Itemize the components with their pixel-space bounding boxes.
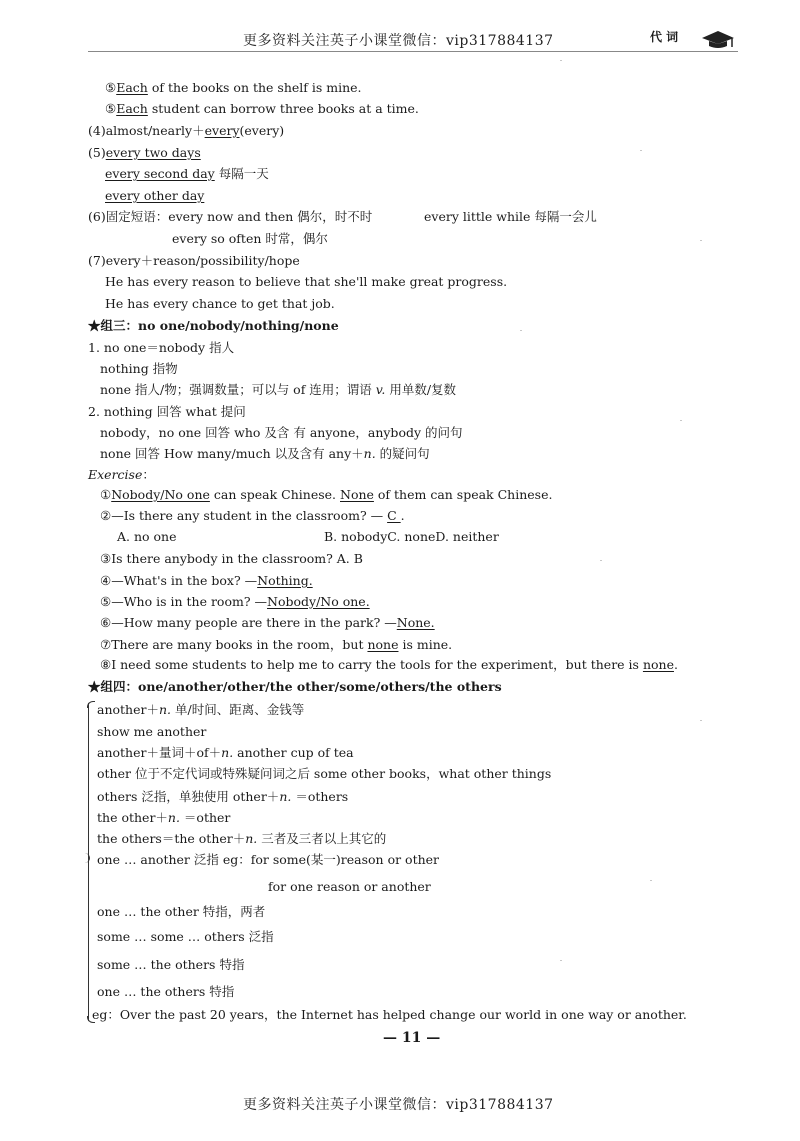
text-line: nothing 指物 [100, 361, 178, 376]
text-line: some … some … others 泛指 [97, 929, 274, 944]
scan-speck [560, 60, 562, 61]
text-line: one … another 泛指 eg：for some(某一)reason or other [97, 852, 440, 867]
text-line: (5)every two days [88, 145, 201, 160]
exercise-item: ⑧I need some students to help me to carry the tools for the experiment，but there is none. [100, 657, 678, 672]
text-line: every so often 时常，偶尔 [172, 231, 328, 246]
text-line: eg：Over the past 20 years，the Internet has helped change our world in one way or another. [92, 1007, 687, 1022]
text-line: none 指人/物；强调数量；可以与 of 连用；谓语 v. 用单数/复数 [100, 382, 457, 397]
section-title: 代 词 [650, 30, 679, 44]
scan-speck [680, 420, 682, 421]
text-line: ⑤Each of the books on the shelf is mine. [105, 80, 362, 95]
text-line: every little while 每隔一会儿 [424, 209, 597, 224]
text-line: others 泛指，单独使用 other＋n. ＝others [97, 789, 349, 804]
text-line: every other day [105, 188, 205, 203]
exercise-item: ⑤—Who is in the room? —Nobody/No one. [100, 594, 370, 609]
text-line: another＋量词＋of＋n. another cup of tea [97, 745, 354, 760]
page-number: — 11 — [383, 1030, 441, 1046]
header-rule [88, 51, 738, 52]
text-line: (6)固定短语：every now and then 偶尔，时不时 [88, 209, 373, 224]
exercise-item: ④—What's in the box? —Nothing. [100, 573, 313, 588]
group-heading: ★组三：no one/nobody/nothing/none [88, 318, 339, 333]
exercise-options: A. no one [117, 529, 177, 544]
text-line: show me another [97, 724, 207, 739]
text-line: one … the others 特指 [97, 984, 235, 999]
exercise-item: ③Is there anybody in the classroom? A. B [100, 551, 363, 566]
scan-speck [650, 880, 652, 881]
text-line: every second day 每隔一天 [105, 166, 269, 181]
scan-speck [700, 240, 702, 241]
exercise-item: ②—Is there any student in the classroom? — C . [100, 508, 405, 523]
text-line: (7)every＋reason/possibility/hope [88, 253, 300, 268]
text-line: He has every reason to believe that she'll make great progress. [105, 274, 508, 289]
text-line: ⑤Each student can borrow three books at a time. [105, 101, 419, 116]
text-line: none 回答 How many/much 以及含有 any＋n. 的疑问句 [100, 446, 430, 461]
text-line: for one reason or another [268, 879, 431, 894]
scan-speck [700, 720, 702, 721]
text-line: 2. nothing 回答 what 提问 [88, 404, 246, 419]
exercise-item: ⑥—How many people are there in the park? —None. [100, 615, 435, 630]
scan-speck [640, 150, 642, 151]
footer-promo: 更多资料关注英子小课堂微信：vip317884137 [243, 1097, 554, 1113]
text-line: 1. no one＝nobody 指人 [88, 340, 235, 355]
scan-speck [520, 330, 522, 331]
group-heading: ★组四：one/another/other/the other/some/others/the others [88, 679, 502, 694]
text-line: one … the other 特指，两者 [97, 904, 266, 919]
text-line: other 位于不定代词或特殊疑问词之后 some other books，what other things [97, 766, 552, 781]
header-promo: 更多资料关注英子小课堂微信：vip317884137 [243, 33, 554, 49]
exercise-item: ①Nobody/No one can speak Chinese. None of them can speak Chinese. [100, 487, 553, 502]
exercise-item: ⑦There are many books in the room，but none is mine. [100, 637, 453, 652]
text-line: (4)almost/nearly＋every(every) [88, 123, 285, 138]
text-line: the others＝the other＋n. 三者及三者以上其它的 [97, 831, 387, 846]
left-brace [88, 703, 97, 1021]
text-line: another＋n. 单/时间、距离、金钱等 [97, 702, 305, 717]
scan-speck [600, 560, 602, 561]
scan-speck [560, 960, 562, 961]
text-line: the other＋n. ＝other [97, 810, 231, 825]
exercise-label: Exercise： [88, 467, 155, 482]
text-line: some … the others 特指 [97, 957, 245, 972]
graduation-cap-icon [700, 28, 736, 50]
text-line: nobody，no one 回答 who 及含 有 anyone，anybody 的问句 [100, 425, 463, 440]
exercise-options: B. nobodyC. noneD. neither [324, 529, 499, 544]
text-line: He has every chance to get that job. [105, 296, 335, 311]
